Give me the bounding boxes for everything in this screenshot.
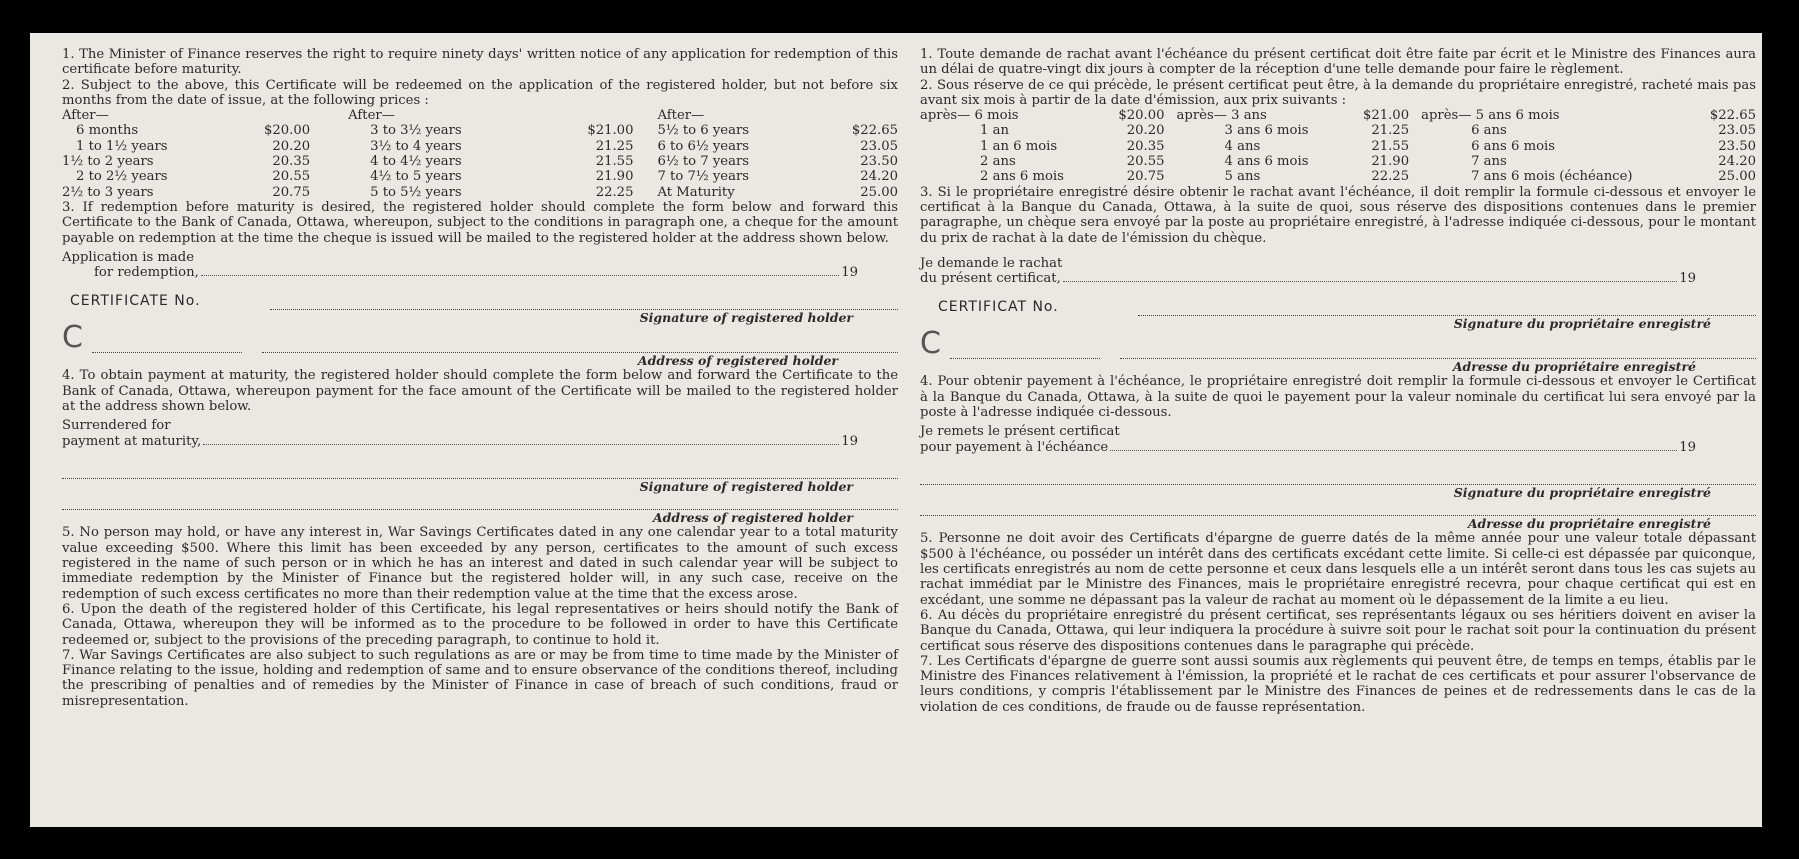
price-period: 6 ans [1471,123,1507,139]
fr-application-label: du présent certificat, [920,271,1061,287]
fr-surrender-date-field[interactable] [1110,449,1677,451]
price-value: 22.25 [1371,169,1410,185]
en-application-date-field[interactable] [201,274,839,276]
price-value: 21.90 [1371,154,1410,170]
price-value: 24.20 [1718,154,1756,170]
fr-signature-label: Signature du propriétaire enregistré [1453,315,1711,331]
price-value: 20.75 [272,184,311,200]
en-paragraph-4: 4. To obtain payment at maturity, the registered holder should complete the form below and forward the Certificate to the Bank of Canada, Ottawa, whereupon payment for the face amount of the Certificate will be mailed to the registered holder at the address shown below. [62,368,898,414]
fr-application-block [920,256,1756,287]
price-period: après— 5 ans 6 mois [1421,108,1560,124]
en-after-label: After— [348,108,395,124]
price-period: 5 ans [1224,169,1261,185]
price-value: $20.00 [263,123,311,139]
fr-paragraph-6: 6. Au décès du propriétaire enregistré du présent certificat, ses représentants légaux ou ses héritiers doivent en aviser la Banque du Canada, Ottawa, qui leur indiquera la procédure à suivre soit pour le rachat soit pour la continuation du présent certificat sous réserve des dispositions contenues dans le paragraphe qui précède. [920,607,1756,654]
price-period: 3 to 3½ years [370,123,462,139]
price-period: 2½ to 3 years [62,184,154,200]
en-application-label: for redemption, [94,265,199,281]
fr-surrender-label: Je remets le présent certificat [920,424,1120,440]
price-value: $21.00 [1362,108,1410,124]
price-value: 25.00 [1718,169,1756,185]
en-surrender-label: Surrendered for [62,418,171,434]
en-surrender-block [62,418,898,449]
price-value: 20.55 [1126,154,1165,170]
price-value: 21.55 [1371,138,1410,154]
price-period: 3½ to 4 years [370,138,462,154]
en-signature-label: Signature of registered holder [639,309,853,325]
price-period: 4 to 4½ years [370,154,462,170]
price-value: 21.25 [595,138,634,154]
en-certificate-number-field[interactable] [92,351,242,353]
price-value: 25.00 [860,184,898,200]
price-value: 20.55 [272,169,311,185]
price-value: $22.65 [851,123,898,139]
price-value: $22.65 [1709,108,1756,124]
en-after-label: After— [657,108,705,124]
fr-paragraph-2: 2. Sous réserve de ce qui précède, le présent certificat peut être, à la demande du propriétaire enregistré, racheté mais pas avant six mois à partir de la date d'émission, aux prix suivants : [920,77,1756,108]
fr-certificate-prefix: C [920,326,941,362]
french-column [920,47,1756,715]
price-period: At Maturity [657,184,735,200]
fr-year-prefix: 19 [1679,439,1696,455]
fr-paragraph-4: 4. Pour obtenir payement à l'échéance, le propriétaire enregistré doit remplir la formule ci-dessous et envoyer le Certificat à la Banque du Canada, Ottawa, à la suite de quoi le payement pour la valeur nominale du certificat lui sera envoyé par la poste à l'adresse indiquée ci-dessous. [920,374,1756,420]
price-value: 23.50 [1718,138,1756,154]
price-value: 20.20 [1126,123,1165,139]
english-column [62,47,898,709]
en-year-prefix: 19 [841,265,858,281]
price-period: 2 ans 6 mois [980,169,1064,185]
certificate-back [30,33,1762,827]
en-after-label: After— [62,108,109,124]
en-paragraph-2: 2. Subject to the above, this Certificate will be redeemed on the application of the registered holder, but not before six months from the date of issue, at the following prices : [62,77,898,108]
en-certificate-number-label: CERTIFICATE No. [70,293,201,310]
price-value: 21.55 [595,154,634,170]
fr-address-label: Adresse du propriétaire enregistré [1467,516,1711,532]
price-period: 1½ to 2 years [62,154,154,170]
en-paragraph-5: 5. No person may hold, or have any interest in, War Savings Certificates dated in any one calendar year to a total maturity value exceeding $500. Where this limit has been exceeded by any person, certificates to the amount of such excess registered in the name of such person or in which he has an interest and dated in such calendar year will be subject to immediate redemption by the Minister of Finance but the registered holder will, in any such case, receive on the redemption of such excess certificates no more than their redemption value at the time that the excess arose. [62,525,898,602]
fr-year-prefix: 19 [1679,271,1696,287]
price-value: 21.90 [595,169,634,185]
en-paragraph-1: 1. The Minister of Finance reserves the right to require ninety days' written notice of any application for redemption of this certificate before maturity. [62,47,898,78]
price-period: 6 ans 6 mois [1471,138,1556,154]
price-value: 21.25 [1371,123,1410,139]
price-value: 20.35 [1126,138,1165,154]
price-value: 22.25 [595,184,634,200]
price-period: 5 to 5½ years [370,184,462,200]
en-signature-label: Signature of registered holder [639,478,853,494]
en-surrender-label: payment at maturity, [62,433,202,449]
fr-certificate-number-label: CERTIFICAT No. [938,299,1059,316]
en-paragraph-3: 3. If redemption before maturity is desired, the registered holder should complete the form below and forward this Certificate to the Bank of Canada, Ottawa, whereupon, subject to the conditions in paragraph one, a cheque for the amount payable on redemption at the time the cheque is issued will be mailed to the registered holder at the address shown below. [62,199,898,246]
en-address-label: Address of registered holder [652,510,853,526]
price-value: 23.05 [860,138,898,154]
price-value: $21.00 [587,123,634,139]
fr-paragraph-1: 1. Toute demande de rachat avant l'échéance du présent certificat doit être faite par écrit et le Ministre des Finances aura un délai de quatre-vingt dix jours à compter de la réception d'une telle demande pour faire le règlement. [920,47,1756,78]
en-application-block [62,250,898,281]
price-period: 1 to 1½ years [76,138,168,154]
price-period: 6½ to 7 years [657,154,750,170]
price-period: 7 to 7½ years [657,169,750,185]
en-price-table [62,108,898,200]
price-period: 6 to 6½ years [657,138,750,154]
price-value: 20.20 [272,138,311,154]
price-period: 7 ans [1471,154,1507,170]
price-value: $20.00 [1118,108,1165,124]
price-period: 6 months [76,123,139,139]
en-surrender-date-field[interactable] [203,443,839,445]
price-value: 24.20 [860,169,898,185]
price-period: 2 to 2½ years [76,169,168,185]
fr-surrender-block [920,424,1756,455]
price-period: 1 an 6 mois [980,138,1058,154]
price-period: 2 ans [980,154,1016,170]
en-address-label: Address of registered holder [637,353,838,369]
fr-application-label: Je demande le rachat [920,255,1063,271]
fr-signature-label: Signature du propriétaire enregistré [1453,484,1711,500]
price-value: 20.35 [272,154,311,170]
fr-address-label: Adresse du propriétaire enregistré [1452,359,1696,375]
fr-paragraph-5: 5. Personne ne doit avoir des Certificats d'épargne de guerre datés de la même année pour une valeur totale dépassant $500 à l'échéance, ou posséder un intérêt dans des certificats excédant cette limite. Si celle-ci est dépassée par quiconque, les certificats enregistrés au nom de cette personne et ceux dans lesquels elle a un intérêt seront dans tous les cas sujets au rachat immédiat par le Ministre des Finances, mais le propriétaire enregistré recevra, pour chaque certificat qui est en excédant, une somme ne dépassant pas la valeur de rachat au moment où le dépassement de la limite a eu lieu. [920,531,1756,608]
price-period: 4 ans [1224,138,1261,154]
fr-surrender-label: pour payement à l'échéance [920,439,1109,455]
price-period: 5½ to 6 years [657,123,750,139]
en-certificate-prefix: C [62,320,83,356]
price-period: 1 an [980,123,1009,139]
price-value: 23.05 [1718,123,1756,139]
fr-price-table [920,108,1756,184]
price-period: après— 6 mois [920,108,1019,124]
price-period: 3 ans 6 mois [1224,123,1309,139]
en-application-label: Application is made [62,249,195,265]
fr-application-date-field[interactable] [1063,280,1677,282]
price-period: 7 ans 6 mois (échéance) [1471,169,1633,185]
fr-paragraph-7: 7. Les Certificats d'épargne de guerre sont aussi soumis aux règlements qui peuvent être, de temps en temps, établis par le Ministre des Finances relativement à l'émission, la propriété et le rachat de ces certificats et pour assurer l'observance de leurs conditions, y compris l'établissement par le Ministre des Finances de peines et de redressements dans le cas de la violation de ces conditions, de fraude ou de fausse représentation. [920,653,1756,715]
en-paragraph-6: 6. Upon the death of the registered holder of this Certificate, his legal representatives or heirs should notify the Bank of Canada, Ottawa, whereupon they will be informed as to the procedure to be followed in order to have this Certificate redeemed or, subject to the provisions of the preceding paragraph, to continue to hold it. [62,601,898,648]
fr-certificate-number-field[interactable] [950,357,1100,359]
price-period: 4½ to 5 years [370,169,462,185]
price-period: 4 ans 6 mois [1224,154,1309,170]
en-paragraph-7: 7. War Savings Certificates are also subject to such regulations as are or may be from time to time made by the Minister of Finance relating to the issue, holding and redemption of same and to ensure observance of the conditions thereof, including the prescribing of penalties and of remedies by the Minister of Finance in case of breach of such conditions, fraud or misrepresentation. [62,647,898,709]
price-value: 23.50 [860,154,898,170]
price-value: 20.75 [1126,169,1165,185]
en-year-prefix: 19 [841,433,858,449]
fr-paragraph-3: 3. Si le propriétaire enregistré désire obtenir le rachat avant l'échéance, il doit remplir la formule ci-dessous et envoyer le certificat à la Banque du Canada, Ottawa, à la suite de quoi, sous réserve des dispositions contenues dans le premier paragraphe, un chèque sera envoyé par la poste au propriétaire enregistré, à l'adresse indiquée ci-dessous, pour le montant du prix de rachat à la date de l'émission du chèque. [920,184,1756,246]
price-period: après— 3 ans [1176,108,1267,124]
